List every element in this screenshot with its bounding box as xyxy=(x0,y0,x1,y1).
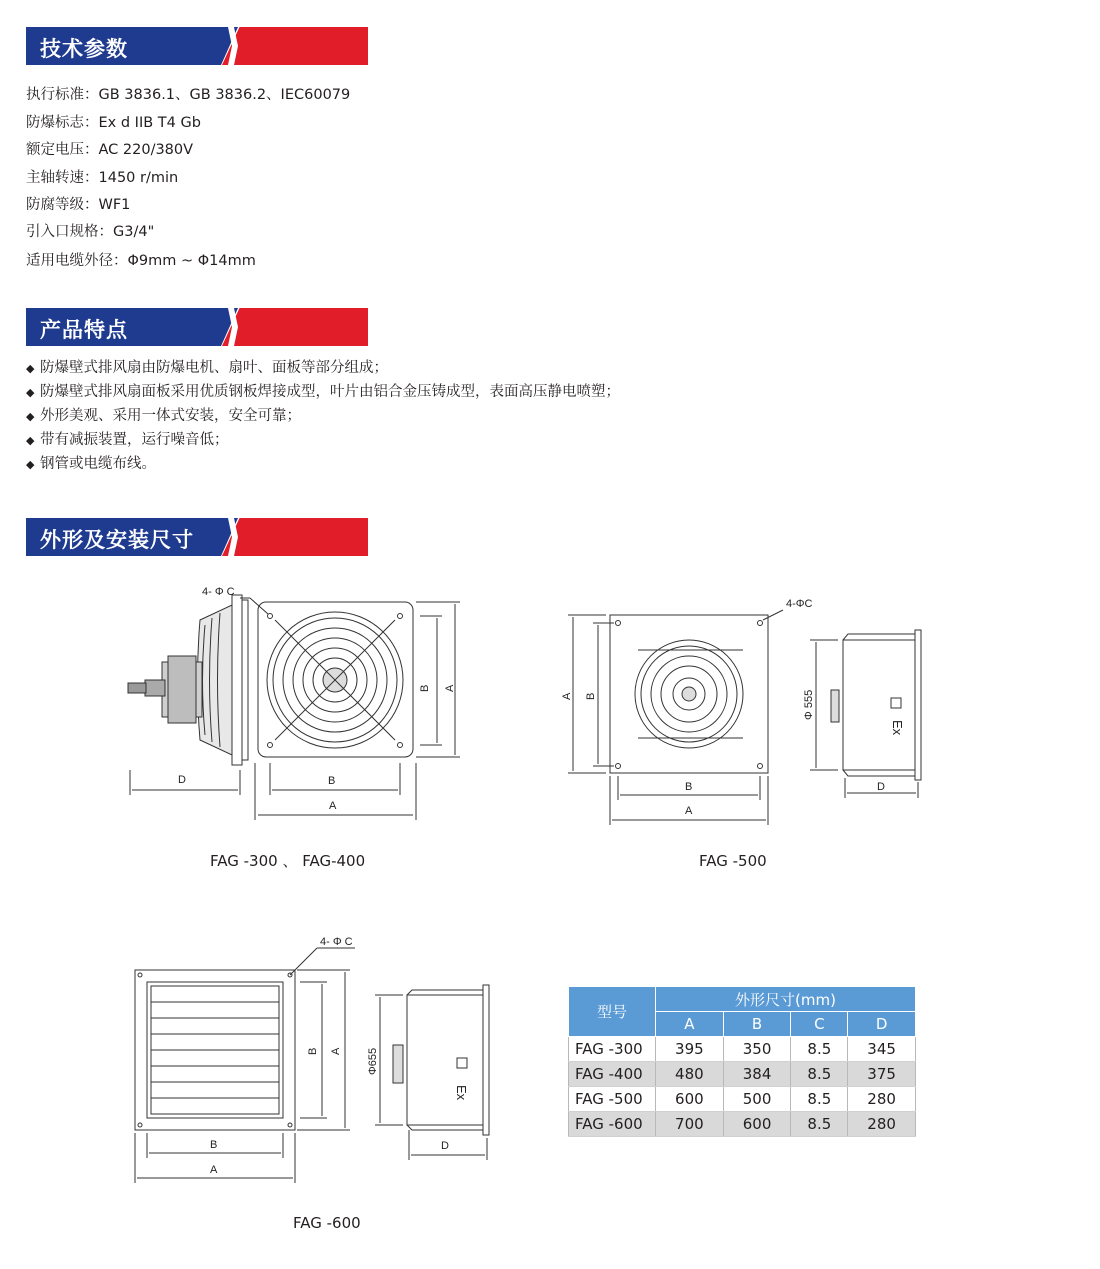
dim-diameter: Φ 555 xyxy=(803,689,815,720)
feature-item: ◆ 防爆壁式排风扇由防爆电机、扇叶、面板等部分组成； xyxy=(26,360,388,376)
caption-fag-600: FAG -600 xyxy=(293,1214,361,1232)
header-model: 型号 xyxy=(569,987,656,1037)
spec-cable: 适用电缆外径：Φ9mm ~ Φ14mm xyxy=(26,253,256,269)
spec-corrosion: 防腐等级：WF1 xyxy=(26,197,131,213)
ex-mark: Ex xyxy=(890,720,905,736)
dim-a-vert: A xyxy=(561,692,573,700)
section-header-features xyxy=(26,308,368,346)
drawing-fag-300-400 xyxy=(110,580,480,825)
spec-inlet: 引入口规格：G3/4" xyxy=(26,224,155,240)
ex-mark: Ex xyxy=(454,1085,469,1101)
feature-item: ◆ 钢管或电缆布线。 xyxy=(26,456,156,472)
dim-b-vert: B xyxy=(585,692,597,700)
dim-a-vert: A xyxy=(330,1047,342,1055)
caption-fag-500: FAG -500 xyxy=(699,852,767,870)
section-header-dimensions xyxy=(26,518,368,556)
spec-speed: 主轴转速：1450 r/min xyxy=(26,170,179,186)
header-col-d: D xyxy=(848,1012,916,1037)
hole-label: 4- Φ C xyxy=(320,936,353,948)
dim-a: A xyxy=(210,1164,218,1176)
dim-b: B xyxy=(210,1139,218,1151)
feature-item: ◆ 带有减振装置，运行噪音低； xyxy=(26,432,229,448)
table-row: FAG -400 480 384 8.5 375 xyxy=(569,1062,916,1087)
spec-voltage: 额定电压：AC 220/380V xyxy=(26,142,194,158)
dim-d: D xyxy=(877,781,885,793)
dim-a-vert: A xyxy=(444,684,456,692)
spec-ex-mark: 防爆标志：Ex d IIB T4 Gb xyxy=(26,115,201,131)
section-title-tech: 技术参数 xyxy=(40,37,128,61)
feature-item: ◆ 防爆壁式排风扇面板采用优质钢板焊接成型，叶片由铝合金压铸成型，表面高压静电喷塑； xyxy=(26,384,620,400)
header-dims: 外形尺寸(mm) xyxy=(656,987,916,1012)
hole-label: 4- Φ C xyxy=(202,586,235,598)
header-col-c: C xyxy=(791,1012,848,1037)
drawing-fag-500 xyxy=(548,590,928,830)
dim-a: A xyxy=(685,805,693,817)
caption-fag-300-400: FAG -300 、 FAG-400 xyxy=(210,852,366,870)
dim-b: B xyxy=(328,775,336,787)
header-col-b: B xyxy=(723,1012,791,1037)
spec-standard: 执行标准：GB 3836.1、GB 3836.2、IEC60079 xyxy=(26,87,351,103)
section-title-features: 产品特点 xyxy=(40,318,128,342)
drawing-fag-600 xyxy=(125,930,505,1190)
feature-item: ◆ 外形美观、采用一体式安装，安全可靠； xyxy=(26,408,301,424)
dim-d: D xyxy=(178,774,186,786)
dim-d: D xyxy=(441,1140,449,1152)
dim-diameter: Φ655 xyxy=(367,1047,379,1075)
header-col-a: A xyxy=(656,1012,724,1037)
table-row: FAG -600 700 600 8.5 280 xyxy=(569,1112,916,1137)
table-row: FAG -500 600 500 8.5 280 xyxy=(569,1087,916,1112)
dim-b: B xyxy=(685,781,693,793)
hole-label: 4-ΦC xyxy=(786,598,813,610)
dim-b-vert: B xyxy=(307,1047,319,1055)
dimensions-table xyxy=(568,986,916,1137)
dim-b-vert: B xyxy=(419,684,431,692)
dim-a: A xyxy=(329,800,337,812)
table-row: FAG -300 395 350 8.5 345 xyxy=(569,1037,916,1062)
section-header-tech xyxy=(26,27,368,65)
section-title-dimensions: 外形及安装尺寸 xyxy=(40,528,194,552)
